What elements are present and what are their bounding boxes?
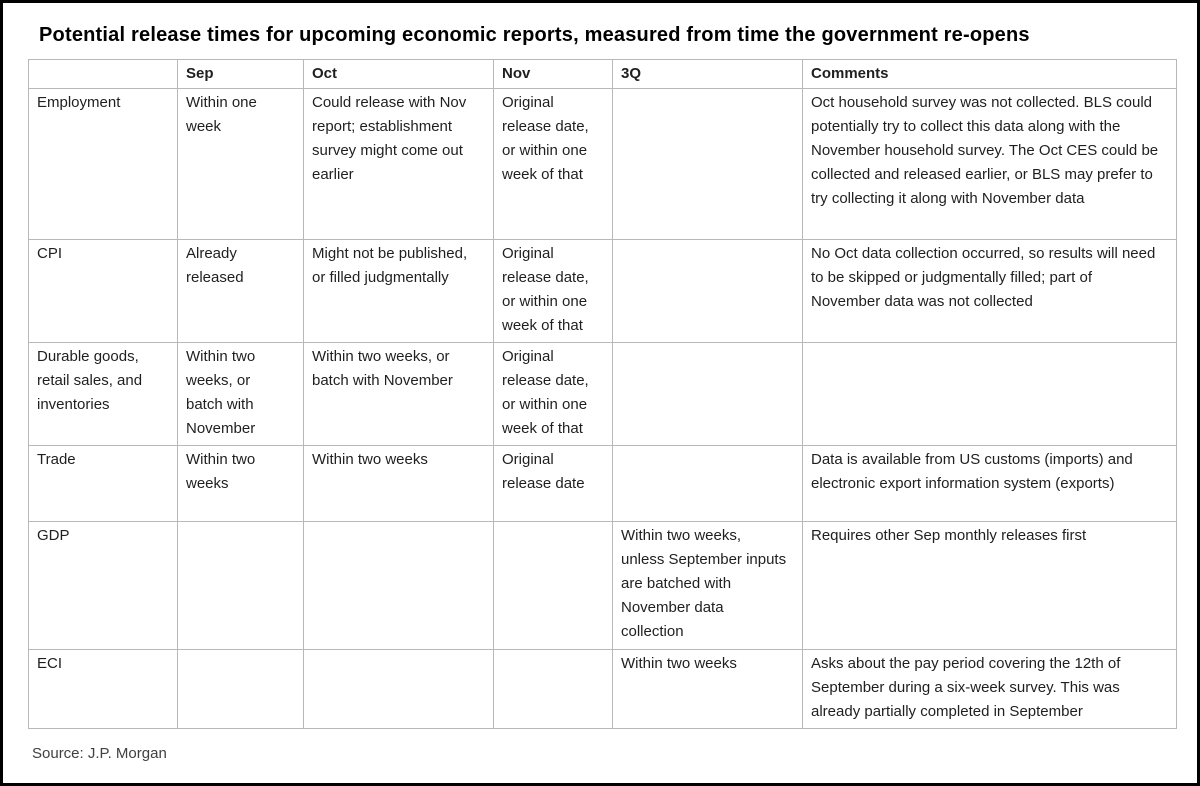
cell-oct (304, 650, 494, 729)
cell-3q (613, 446, 803, 522)
table-row-durable-goods (29, 343, 1177, 446)
source-attribution: Source: J.P. Morgan (32, 745, 167, 762)
table-row-gdp (29, 522, 1177, 650)
row-label: Trade (29, 446, 178, 522)
table-row-eci (29, 650, 1177, 729)
cell-sep: Already released (178, 240, 304, 343)
header-comments: Comments (803, 60, 1177, 89)
cell-comments: Asks about the pay period covering the 12th of September during a six-week survey. This was already partially completed in September (803, 650, 1177, 729)
cell-comments: No Oct data collection occurred, so results will need to be skipped or judgmentally filled; part of November data was not collected (803, 240, 1177, 343)
cell-sep: Within two weeks, or batch with November (178, 343, 304, 446)
cell-nov: Original release date (494, 446, 613, 522)
cell-3q (613, 89, 803, 240)
row-label: ECI (29, 650, 178, 729)
cell-oct: Could release with Nov report; establishment survey might come out earlier (304, 89, 494, 240)
cell-3q (613, 343, 803, 446)
header-blank (29, 60, 178, 89)
cell-oct: Within two weeks, or batch with November (304, 343, 494, 446)
table-row-trade (29, 446, 1177, 522)
cell-3q (613, 240, 803, 343)
table-row-cpi (29, 240, 1177, 343)
page-title: Potential release times for upcoming economic reports, measured from time the government re-opens (39, 24, 1030, 46)
header-3q: 3Q (613, 60, 803, 89)
header-nov: Nov (494, 60, 613, 89)
cell-sep: Within two weeks (178, 446, 304, 522)
cell-comments: Data is available from US customs (imports) and electronic export information system (exports) (803, 446, 1177, 522)
cell-comments: Requires other Sep monthly releases first (803, 522, 1177, 650)
cell-comments: Oct household survey was not collected. BLS could potentially try to collect this data along with the November household survey. The Oct CES could be collected and released earlier, or BLS may prefer to try collecting it along with November data (803, 89, 1177, 240)
table-header-row (29, 60, 1177, 89)
cell-sep: Within one week (178, 89, 304, 240)
table-row-employment (29, 89, 1177, 240)
cell-nov: Original release date, or within one week of that (494, 89, 613, 240)
cell-sep (178, 522, 304, 650)
row-label: CPI (29, 240, 178, 343)
cell-3q: Within two weeks (613, 650, 803, 729)
row-label: Durable goods, retail sales, and inventories (29, 343, 178, 446)
cell-oct: Might not be published, or filled judgmentally (304, 240, 494, 343)
cell-oct (304, 522, 494, 650)
cell-oct: Within two weeks (304, 446, 494, 522)
row-label: GDP (29, 522, 178, 650)
cell-nov (494, 522, 613, 650)
header-sep: Sep (178, 60, 304, 89)
cell-nov (494, 650, 613, 729)
cell-sep (178, 650, 304, 729)
release-times-table (28, 59, 1177, 729)
row-label: Employment (29, 89, 178, 240)
page (3, 3, 1197, 762)
cell-comments (803, 343, 1177, 446)
header-oct: Oct (304, 60, 494, 89)
cell-nov: Original release date, or within one week of that (494, 343, 613, 446)
cell-3q: Within two weeks, unless September inputs are batched with November data collection (613, 522, 803, 650)
cell-nov: Original release date, or within one week of that (494, 240, 613, 343)
